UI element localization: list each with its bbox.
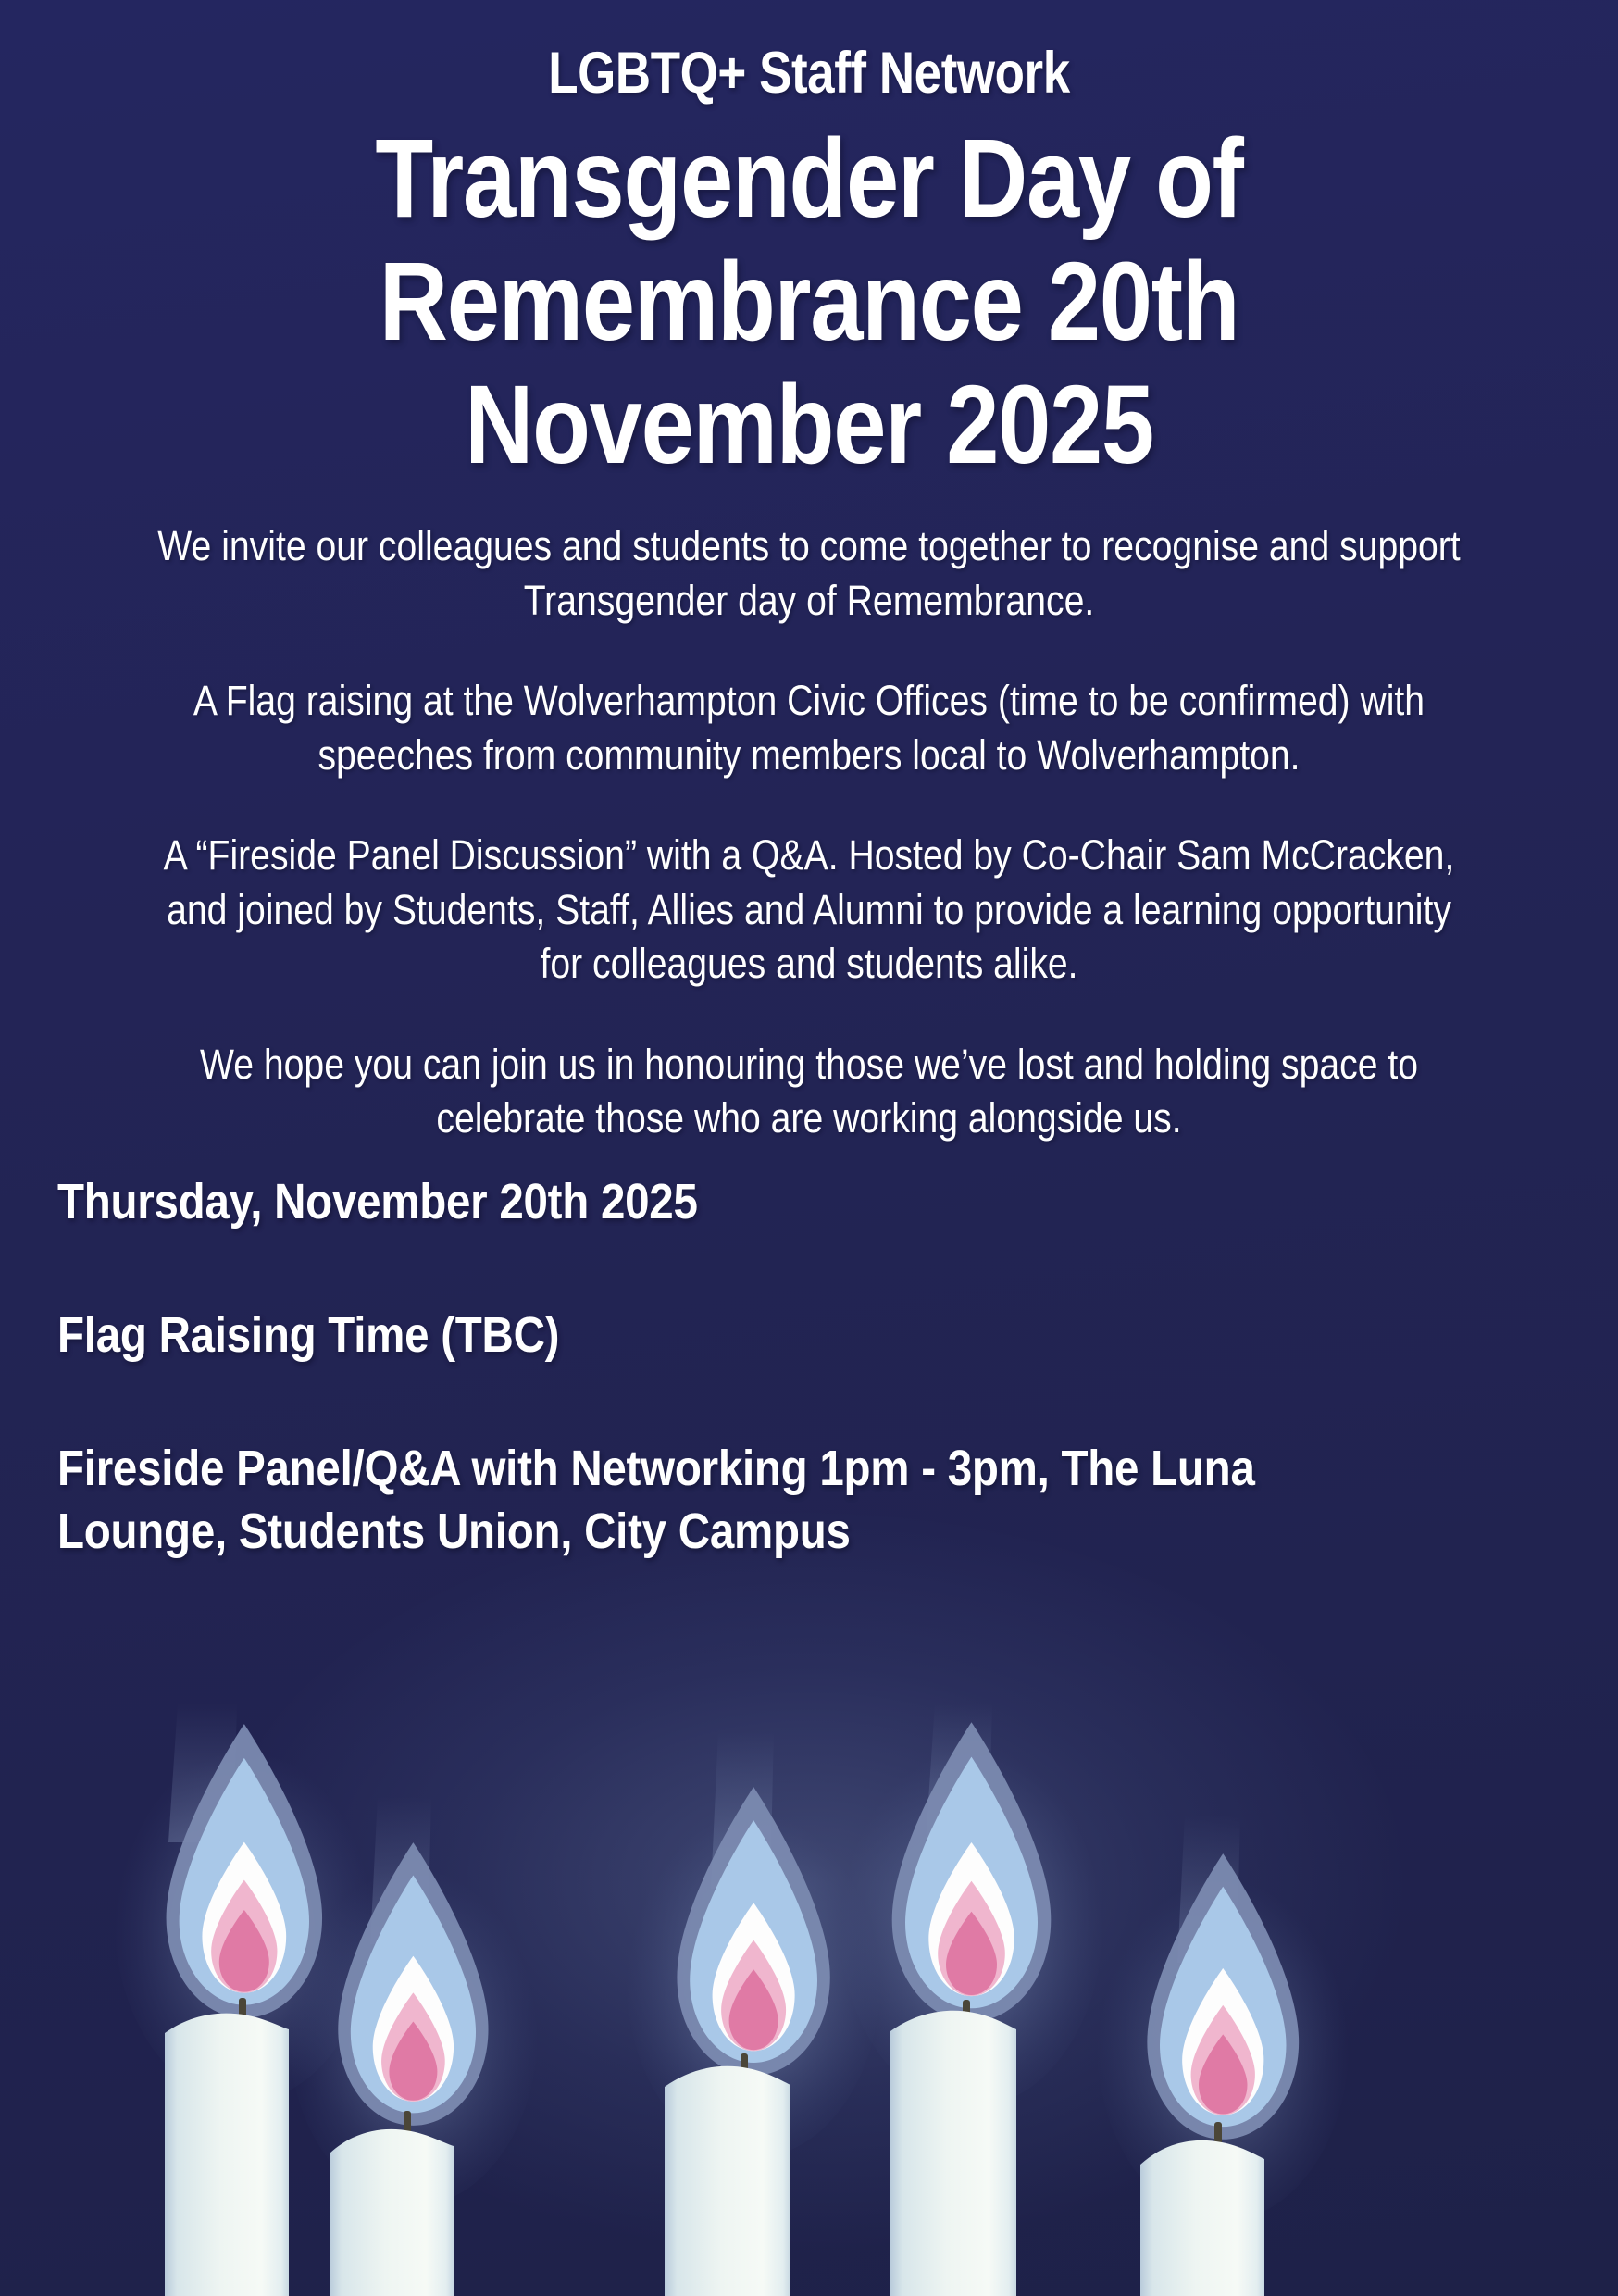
candle-5 <box>1097 1815 1350 2296</box>
body-paragraph-3: A “Fireside Panel Discussion” with a Q&A. Hosted by Co-Chair Sam McCracken, and joined by Students, Staff, Allies and Alumni to provide a learning opportunity for colleagues and students alike. <box>163 831 1455 988</box>
body-copy <box>141 519 1477 1146</box>
event-details <box>57 1170 1393 1563</box>
event-date: Thursday, November 20th 2025 <box>57 1173 698 1229</box>
body-paragraph-2: A Flag raising at the Wolverhampton Civic Offices (time to be confirmed) with speeches from community members local to Wolverhampton. <box>193 677 1425 779</box>
fireside-panel-details: Fireside Panel/Q&A with Networking 1pm - 3pm, The Luna Lounge, Students Union, City Campus <box>57 1440 1255 1560</box>
network-kicker: LGBTQ+ Staff Network <box>548 41 1070 106</box>
candles-svg <box>0 1703 1618 2296</box>
page-title: Transgender Day of Remembrance 20th November 2025 <box>375 115 1243 488</box>
body-paragraph-4: We hope you can join us in honouring those we’ve lost and holding space to celebrate those who are working alongside us. <box>199 1040 1419 1142</box>
candle-illustration <box>0 1703 1618 2296</box>
candle-4 <box>840 1703 1104 2296</box>
body-paragraph-1: We invite our colleagues and students to come together to recognise and support Transgender day of Remembrance. <box>157 522 1461 624</box>
flag-raising-time: Flag Raising Time (TBC) <box>57 1306 560 1363</box>
candle-3 <box>626 1731 881 2296</box>
